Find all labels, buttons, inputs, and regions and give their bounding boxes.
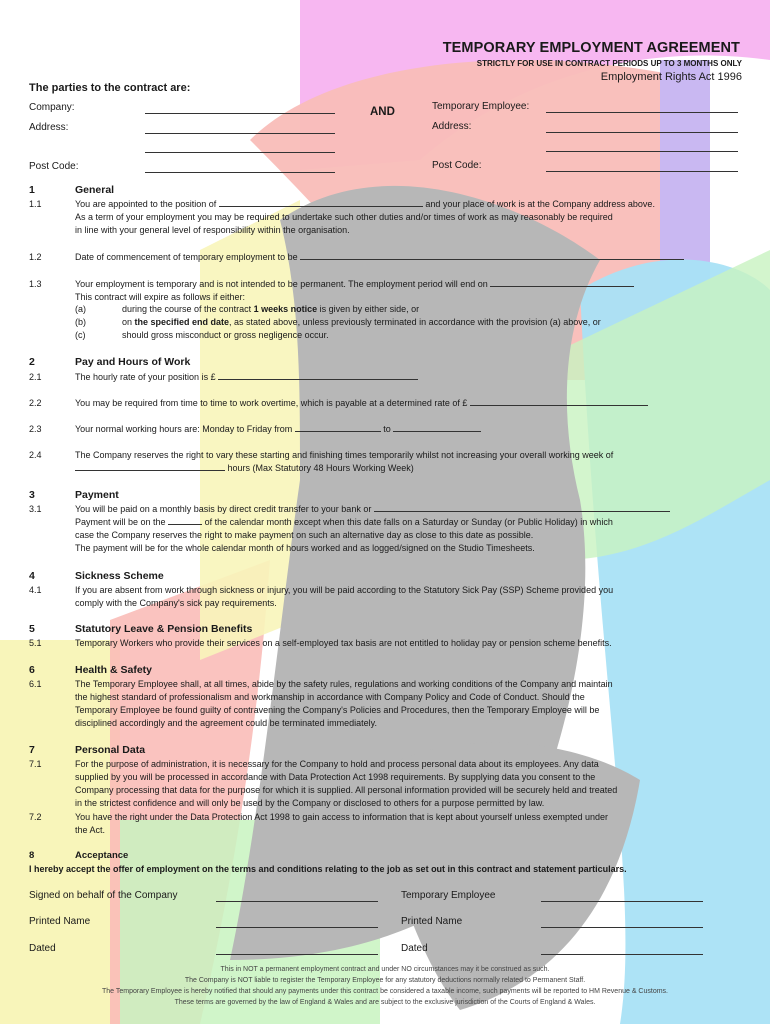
section-number: 6	[29, 664, 35, 676]
clause-line: You are appointed to the position of and your place of work is at the Company address above.	[75, 199, 655, 209]
footer-line: These terms are governed by the law of England & Wales and are subject to the exclusive jurisdiction of the Courts of England & Wales.	[174, 999, 596, 1006]
employee-address-field-1[interactable]	[546, 132, 738, 133]
acceptance-statement: I hereby accept the offer of employment on the terms and conditions relating to the job as set out in this contract and statement particulars.	[29, 864, 627, 874]
section-number: 3	[29, 489, 35, 501]
clause-line: Temporary Workers who provide their services on a self-employed tax basis are not entitled to holiday pay or pension scheme benefits.	[75, 638, 612, 648]
section-title-personal-data: Personal Data	[75, 744, 146, 756]
clause-line: You have the right under the Data Protection Act 1998 to gain access to information that is kept about yourself unless exempted under	[75, 812, 608, 822]
clause-line: The Company reserves the right to vary these starting and finishing times temporarily whilst not increasing your overall working week of	[75, 450, 614, 460]
clause-2-3	[75, 423, 743, 436]
address-label: Address:	[29, 122, 69, 133]
clause-line: hours (Max Statutory 48 Hours Working Week)	[75, 462, 743, 475]
employee-address-field-2[interactable]	[546, 151, 738, 152]
clause-line: The Temporary Employee shall, at all times, abide by the safety rules, regulations and working conditions of the Company and maintain	[75, 679, 613, 689]
footer-line: The Company is NOT liable to register the Temporary Employee for any statutory deductions normally related to Permanent Staff.	[184, 977, 586, 984]
weekly-hours-field[interactable]	[75, 462, 225, 471]
clause-line: Company processing that data for the purpose for which it is supplied. All personal information provided will be securely held and treated	[75, 785, 618, 795]
sub-clause-b: on the specified end date, as stated above, unless previously terminated in accordance with the provision (a) above, or	[122, 317, 601, 327]
clause-line: You may be required from time to time to work overtime, which is payable at a determined rate of £	[75, 397, 743, 410]
postcode-field[interactable]	[145, 172, 335, 173]
clause-line: The payment will be for the whole calendar month of hours worked and as logged/signed on the Studio Timesheets.	[75, 543, 535, 553]
footer-line: The Temporary Employee is hereby notified that should any payments under this contract be considered a taxable income, such payments will be reported to HM Revenue & Customs.	[102, 988, 668, 995]
company-date-field[interactable]	[216, 954, 378, 955]
clause-2-1	[75, 371, 743, 384]
company-field[interactable]	[145, 113, 335, 114]
footer-line: This in NOT a permanent employment contract and under NO circumstances may it be construed as such.	[220, 966, 550, 973]
clause-line: Payment will be on the of the calendar month except when this date falls on a Saturday or Sunday (or Public Holiday) in which	[75, 517, 613, 527]
position-field[interactable]	[219, 198, 423, 207]
sub-clause-c: should gross misconduct or gross negligence occur.	[122, 330, 329, 340]
section-title-sickness: Sickness Scheme	[75, 570, 164, 582]
clause-line: You will be paid on a monthly basis by direct credit transfer to your bank or	[75, 503, 743, 516]
clause-number: 5.1	[29, 638, 42, 648]
clause-2-4	[75, 449, 743, 475]
clause-line: Temporary Employee be found guilty of contravening the Company's Policies and Procedures, then the Temporary Employee will be	[75, 705, 600, 715]
hours-from-field[interactable]	[295, 423, 381, 432]
clause-3-1	[75, 503, 743, 555]
clause-line: Your employment is temporary and is not intended to be permanent. The employment period will end on	[75, 278, 743, 291]
sub-clause-a: during the course of the contract 1 weeks notice is given by either side, or	[122, 304, 420, 314]
clause-line: For the purpose of administration, it is necessary for the Company to hold and process personal data about its employees. Any data	[75, 759, 599, 769]
bank-field[interactable]	[374, 503, 670, 512]
parties-heading: The parties to the contract are:	[29, 82, 191, 94]
clause-number: 6.1	[29, 679, 42, 689]
clause-number: 2.4	[29, 450, 42, 460]
temp-employee-label: Temporary Employee:	[432, 101, 530, 112]
section-number: 4	[29, 570, 35, 582]
section-number: 8	[29, 850, 35, 861]
end-date-field[interactable]	[490, 278, 634, 287]
postcode-label: Post Code:	[29, 161, 79, 172]
temp-employee-field[interactable]	[546, 112, 738, 113]
employee-signature-field[interactable]	[541, 901, 703, 902]
section-title-leave: Statutory Leave & Pension Benefits	[75, 623, 253, 635]
clause-line: comply with the Company's sick pay requirements.	[75, 598, 277, 608]
clause-line: If you are absent from work through sickness or injury, you will be paid according to the Statutory Sick Pay (SSP) Scheme provided you	[75, 585, 614, 595]
company-printed-name-field[interactable]	[216, 927, 378, 928]
clause-line: case the Company reserves the right to make payment on such an alternative day as close to this date as possible.	[75, 530, 534, 540]
clause-line: in the strictest confidence and will only be used by the Company or disclosed to others for a purpose permitted by law.	[75, 798, 545, 808]
clause-line: As a term of your employment you may be required to undertake such other duties and/or times of work as may reasonably be required	[75, 212, 613, 222]
clause-number: 2.3	[29, 424, 42, 434]
clause-6-1	[75, 678, 743, 730]
signed-company-label: Signed on behalf of the Company	[29, 890, 178, 901]
section-title-health-safety: Health & Safety	[75, 664, 153, 676]
clause-2-2	[75, 397, 743, 410]
clause-number: 1.2	[29, 252, 42, 262]
employee-postcode-label: Post Code:	[432, 160, 482, 171]
section-title-pay: Pay and Hours of Work	[75, 356, 191, 368]
sub-label: (c)	[75, 330, 86, 340]
clause-line: Your normal working hours are: Monday to Friday from to	[75, 423, 743, 436]
employee-date-field[interactable]	[541, 954, 703, 955]
clause-line: This contract will expire as follows if either:	[75, 292, 246, 302]
printed-name-left-label: Printed Name	[29, 916, 91, 927]
dated-right-label: Dated	[401, 943, 428, 954]
employee-postcode-field[interactable]	[546, 171, 738, 172]
overtime-rate-field[interactable]	[470, 397, 648, 406]
dated-left-label: Dated	[29, 943, 56, 954]
sub-label: (a)	[75, 304, 86, 314]
document-title: TEMPORARY EMPLOYMENT AGREEMENT	[442, 40, 740, 56]
section-number: 7	[29, 744, 35, 756]
clause-1-2	[75, 251, 743, 264]
clause-5-1	[75, 637, 743, 650]
clause-7-1	[75, 758, 743, 810]
clause-line: The hourly rate of your position is £	[75, 371, 743, 384]
sub-label: (b)	[75, 317, 86, 327]
clause-number: 7.1	[29, 759, 42, 769]
clause-number: 4.1	[29, 585, 42, 595]
clause-number: 2.2	[29, 398, 42, 408]
clause-number: 3.1	[29, 504, 42, 514]
clause-number: 7.2	[29, 812, 42, 822]
section-title-payment: Payment	[75, 489, 119, 501]
clause-line: supplied by you will be processed in accordance with Data Protection Act 1998 requirements. By supplying data you consent to the	[75, 772, 596, 782]
clause-number: 1.3	[29, 279, 42, 289]
employee-address-label: Address:	[432, 121, 472, 132]
section-number: 1	[29, 184, 35, 196]
clause-line: the highest standard of professionalism and workmanship in accordance with Company Policy and Code of Conduct. Should the	[75, 692, 585, 702]
clause-7-2	[75, 811, 743, 837]
section-number: 2	[29, 356, 35, 368]
clause-number: 2.1	[29, 372, 42, 382]
temp-employee-sign-label: Temporary Employee	[401, 890, 496, 901]
clause-number: 1.1	[29, 199, 42, 209]
clause-line: in line with your general level of responsibility within the organisation.	[75, 225, 350, 235]
clause-line: disciplined accordingly and the agreement could be terminated immediately.	[75, 718, 378, 728]
clause-1-1	[75, 198, 743, 237]
address-field-1[interactable]	[145, 133, 335, 134]
clause-1-3	[75, 278, 743, 304]
employee-printed-name-field[interactable]	[541, 927, 703, 928]
document-subtitle: STRICTLY FOR USE IN CONTRACT PERIODS UP TO 3 MONTHS ONLY	[476, 59, 742, 68]
section-title-acceptance: Acceptance	[75, 850, 129, 861]
commencement-date-field[interactable]	[300, 251, 684, 260]
and-label: AND	[370, 106, 395, 118]
payment-day-field[interactable]	[168, 516, 202, 525]
company-signature-field[interactable]	[216, 901, 378, 902]
clause-line: Date of commencement of temporary employment to be	[75, 251, 743, 264]
hours-to-field[interactable]	[393, 423, 481, 432]
company-label: Company:	[29, 102, 75, 113]
act-reference: Employment Rights Act 1996	[600, 71, 742, 83]
clause-line: the Act.	[75, 825, 106, 835]
printed-name-right-label: Printed Name	[401, 916, 463, 927]
section-number: 5	[29, 623, 35, 635]
hourly-rate-field[interactable]	[218, 371, 418, 380]
clause-4-1	[75, 584, 743, 610]
address-field-2[interactable]	[145, 152, 335, 153]
section-title-general: General	[75, 184, 115, 196]
